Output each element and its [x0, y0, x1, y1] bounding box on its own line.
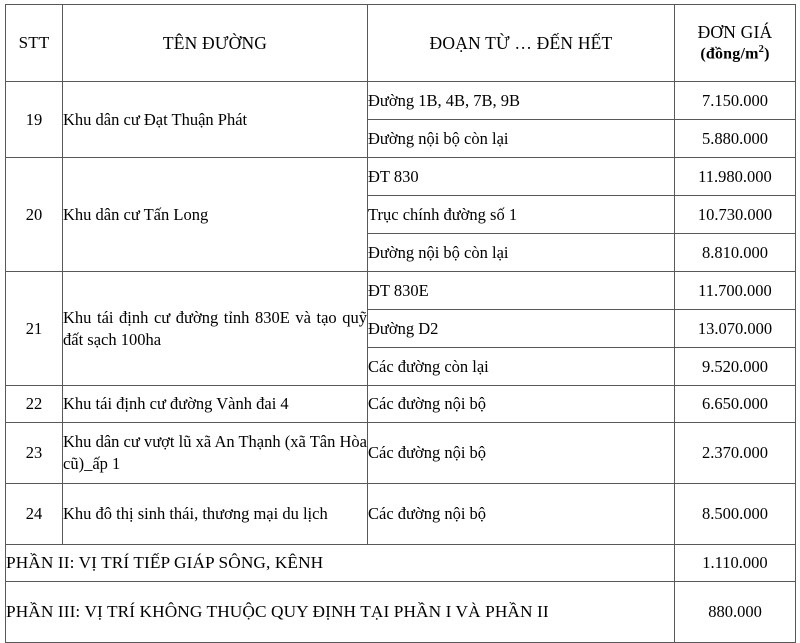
segment-cell: Các đường còn lại: [368, 348, 675, 386]
section-price-cell: 1.110.000: [675, 545, 796, 582]
table-header: [6, 5, 796, 82]
header-cell-price: [675, 5, 796, 82]
segment-cell: ĐT 830E: [368, 272, 675, 310]
segment-cell: Các đường nội bộ: [368, 423, 675, 484]
road-name-cell: Khu đô thị sinh thái, thương mại du lịch: [63, 484, 368, 545]
unit-price-cell: 7.150.000: [675, 82, 796, 120]
header-cell-name: TÊN ĐƯỜNG: [63, 5, 368, 82]
row-index-cell: 21: [6, 272, 63, 386]
table-row: [6, 423, 796, 484]
header-price-unit-close: ): [764, 45, 770, 63]
segment-cell: Đường D2: [368, 310, 675, 348]
segment-cell: Trục chính đường số 1: [368, 196, 675, 234]
header-price-unit-text: (đồng/m: [700, 45, 759, 63]
table-row: [6, 386, 796, 423]
unit-price-cell: 13.070.000: [675, 310, 796, 348]
segment-cell: Đường 1B, 4B, 7B, 9B: [368, 82, 675, 120]
unit-price-cell: 8.810.000: [675, 234, 796, 272]
unit-price-cell: 11.700.000: [675, 272, 796, 310]
header-cell-segment: ĐOẠN TỪ … ĐẾN HẾT: [368, 5, 675, 82]
road-name-cell: Khu tái định cư đường tỉnh 830E và tạo quỹ đất sạch 100ha: [63, 272, 368, 386]
road-name-cell: Khu tái định cư đường Vành đai 4: [63, 386, 368, 423]
unit-price-cell: 10.730.000: [675, 196, 796, 234]
row-index-cell: 22: [6, 386, 63, 423]
table-row: [6, 484, 796, 545]
segment-cell: ĐT 830: [368, 158, 675, 196]
section-price-cell: 880.000: [675, 582, 796, 643]
unit-price-cell: 8.500.000: [675, 484, 796, 545]
row-index-cell: 19: [6, 82, 63, 158]
segment-cell: Các đường nội bộ: [368, 386, 675, 423]
header-cell-stt: STT: [6, 5, 63, 82]
section-row: [6, 545, 796, 582]
table-body: [6, 82, 796, 643]
segment-cell: Các đường nội bộ: [368, 484, 675, 545]
section-label-cell: PHẦN II: VỊ TRÍ TIẾP GIÁP SÔNG, KÊNH: [6, 545, 675, 582]
row-index-cell: 20: [6, 158, 63, 272]
header-price-main: ĐƠN GIÁ: [697, 21, 773, 42]
unit-price-cell: 2.370.000: [675, 423, 796, 484]
unit-price-cell: 6.650.000: [675, 386, 796, 423]
segment-cell: Đường nội bộ còn lại: [368, 120, 675, 158]
road-name-cell: Khu dân cư Đạt Thuận Phát: [63, 82, 368, 158]
road-name-cell: Khu dân cư vượt lũ xã An Thạnh (xã Tân Hòa cũ)_ấp 1: [63, 423, 368, 484]
segment-cell: Đường nội bộ còn lại: [368, 234, 675, 272]
land-price-table: [5, 4, 796, 643]
row-index-cell: 23: [6, 423, 63, 484]
header-price-unit-exponent: 2: [758, 44, 765, 56]
table-row: [6, 158, 796, 196]
road-name-cell: Khu dân cư Tấn Long: [63, 158, 368, 272]
unit-price-cell: 11.980.000: [675, 158, 796, 196]
section-row: [6, 582, 796, 643]
row-index-cell: 24: [6, 484, 63, 545]
section-label-cell: PHẦN III: VỊ TRÍ KHÔNG THUỘC QUY ĐỊNH TẠI PHẦN I VÀ PHẦN II: [6, 582, 675, 643]
unit-price-cell: 5.880.000: [675, 120, 796, 158]
table-row: [6, 82, 796, 120]
unit-price-cell: 9.520.000: [675, 348, 796, 386]
header-row: [6, 5, 796, 82]
table-row: [6, 272, 796, 310]
header-price-unit: [675, 43, 795, 65]
